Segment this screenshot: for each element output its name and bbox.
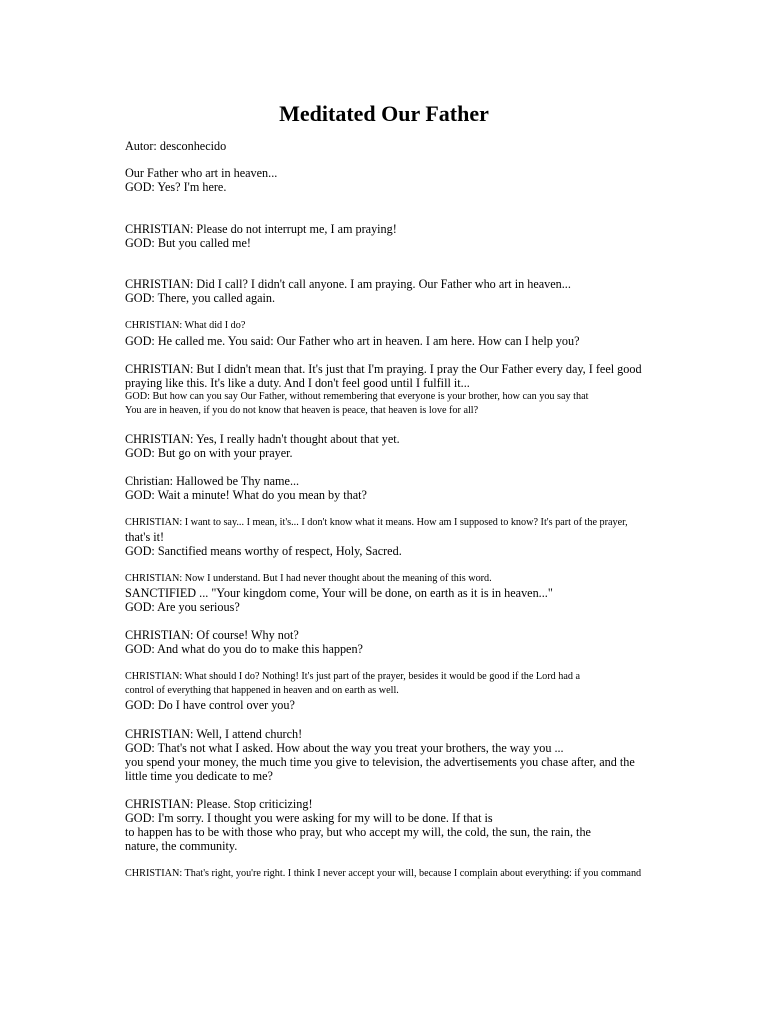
document-title: Meditated Our Father xyxy=(279,101,489,126)
text-line: CHRISTIAN: What should I do? Nothing! It's just part of the prayer, besides it would be good if the Lord had a xyxy=(125,671,581,682)
text-line: CHRISTIAN: Did I call? I didn't call anyone. I am praying. Our Father who art in heaven... xyxy=(125,277,571,291)
text-line: GOD: Sanctified means worthy of respect, Holy, Sacred. xyxy=(125,544,402,558)
text-line: CHRISTIAN: Of course! Why not? xyxy=(125,628,299,642)
text-line: You are in heaven, if you do not know that heaven is peace, that heaven is love for all? xyxy=(125,405,479,416)
text-line: you spend your money, the much time you give to television, the advertisements you chase after, and the xyxy=(125,755,635,769)
text-line: control of everything that happened in heaven and on earth as well. xyxy=(125,685,399,696)
text-line: CHRISTIAN: I want to say... I mean, it's... I don't know what it means. How am I supposed to know? It's part of the prayer, xyxy=(125,517,628,528)
text-line: CHRISTIAN: What did I do? xyxy=(125,320,246,331)
text-line: that's it! xyxy=(125,530,165,544)
text-line: GOD: He called me. You said: Our Father who art in heaven. I am here. How can I help you? xyxy=(125,334,580,348)
text-line: GOD: But go on with your prayer. xyxy=(125,446,293,460)
text-line: CHRISTIAN: But I didn't mean that. It's just that I'm praying. I pray the Our Father every day, I feel good xyxy=(125,362,642,376)
text-line: GOD: Are you serious? xyxy=(125,600,240,614)
text-line: CHRISTIAN: Please do not interrupt me, I am praying! xyxy=(125,222,397,236)
text-line: CHRISTIAN: Now I understand. But I had never thought about the meaning of this word. xyxy=(125,573,492,584)
text-line: nature, the community. xyxy=(125,839,238,853)
text-line: SANCTIFIED ... "Your kingdom come, Your will be done, on earth as it is in heaven..." xyxy=(125,586,553,600)
text-line: GOD: There, you called again. xyxy=(125,291,276,305)
text-line: GOD: But how can you say Our Father, without remembering that everyone is your brother, how can you say that xyxy=(125,391,589,402)
text-line: GOD: Yes? I'm here. xyxy=(125,180,227,194)
text-line: GOD: That's not what I asked. How about the way you treat your brothers, the way you ... xyxy=(125,741,564,755)
text-line: GOD: And what do you do to make this happen? xyxy=(125,642,363,656)
text-line: CHRISTIAN: That's right, you're right. I think I never accept your will, because I complain about everything: if you command xyxy=(125,868,642,879)
text-line: GOD: Do I have control over you? xyxy=(125,698,295,712)
text-line: little time you dedicate to me? xyxy=(125,769,273,783)
text-line: Our Father who art in heaven... xyxy=(125,166,278,180)
text-line: CHRISTIAN: Yes, I really hadn't thought about that yet. xyxy=(125,432,400,446)
author-line: Autor: desconhecido xyxy=(125,139,227,153)
text-line: CHRISTIAN: Well, I attend church! xyxy=(125,727,303,741)
text-line: CHRISTIAN: Please. Stop criticizing! xyxy=(125,797,313,811)
text-line: GOD: I'm sorry. I thought you were asking for my will to be done. If that is xyxy=(125,811,493,825)
text-line: GOD: Wait a minute! What do you mean by that? xyxy=(125,488,367,502)
text-line: praying like this. It's like a duty. And I don't feel good until I fulfill it... xyxy=(125,376,470,390)
text-line: to happen has to be with those who pray, but who accept my will, the cold, the sun, the rain, the xyxy=(125,825,591,839)
text-line: GOD: But you called me! xyxy=(125,236,251,250)
text-line: Christian: Hallowed be Thy name... xyxy=(125,474,300,488)
